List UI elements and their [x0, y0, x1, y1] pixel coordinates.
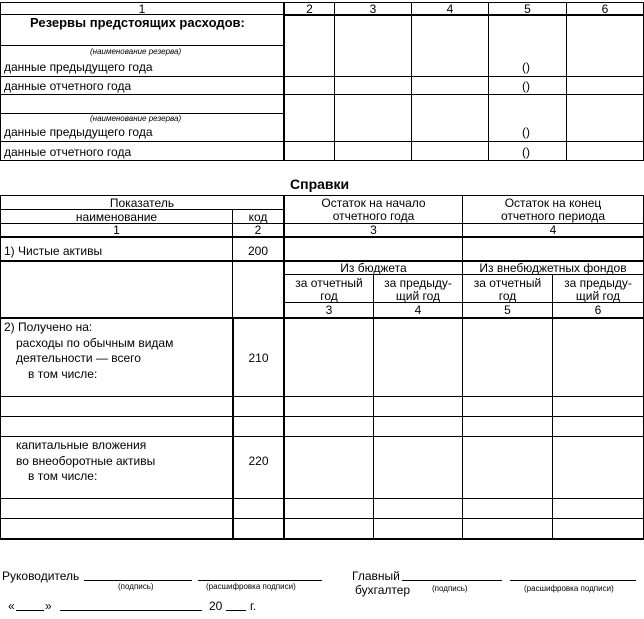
col-num-1: 1 — [113, 223, 120, 237]
reserve-name-note: (наименование резерва) — [90, 47, 182, 56]
received-line-1: 2) Получено на: — [4, 320, 93, 334]
date-close-quote: » — [45, 599, 52, 613]
accountant-label: бухгалтер — [355, 583, 411, 597]
head-decoding-line — [198, 580, 322, 581]
year-prefix: 20 — [209, 599, 223, 613]
row-label: данные предыдущего года — [4, 60, 153, 74]
col-num-3: 3 — [325, 303, 333, 317]
net-assets-label: 1) Чистые активы — [4, 244, 103, 258]
chief-decoding-line — [510, 580, 636, 581]
col-num-2: 2 — [254, 223, 262, 237]
date-month-line — [60, 610, 202, 611]
year-line — [226, 610, 246, 611]
reporting-year-2: год — [498, 289, 517, 303]
col-num-4: 4 — [414, 303, 422, 317]
head-label: Руководитель — [2, 569, 80, 583]
row-col5: () — [522, 79, 530, 93]
reserves-heading: Резервы предстоящих расходов: — [30, 15, 245, 30]
date-open-quote: « — [8, 599, 15, 613]
capital-including: в том числе: — [28, 469, 98, 483]
reporting-year-1: за отчетный — [295, 276, 363, 290]
decoding-note: (расшифровка подписи) — [206, 582, 296, 591]
indicator-header: Показатель — [109, 196, 175, 210]
date-day-line — [16, 610, 44, 611]
row-col5: () — [522, 145, 530, 159]
capital-line-2: во внеоборотные активы — [16, 454, 156, 468]
previous-year-1: за предыду- — [564, 276, 632, 290]
row-label: данные отчетного года — [4, 145, 132, 159]
decoding-note: (расшифровка подписи) — [524, 584, 614, 593]
start-balance-header-1: Остаток на начало — [321, 196, 426, 210]
signature-note: (подпись) — [432, 584, 468, 593]
code-header: код — [248, 210, 268, 224]
name-header: наименование — [75, 210, 158, 224]
net-assets-code: 200 — [247, 244, 269, 258]
received-including: в том числе: — [28, 367, 98, 381]
section-title: Справки — [290, 176, 350, 192]
col-num-3: 3 — [369, 2, 377, 16]
head-signature-line — [84, 580, 192, 581]
previous-year-2: щий год — [395, 289, 441, 303]
year-suffix: г. — [250, 599, 257, 613]
received-line-3: деятельности — всего — [16, 351, 141, 365]
budget-header: Из бюджета — [340, 261, 407, 275]
row-col5: () — [522, 125, 530, 139]
col-num-5: 5 — [504, 303, 511, 317]
received-line-2: расходы по обычным видам — [16, 336, 174, 350]
col-num-5: 5 — [524, 2, 531, 16]
chief-signature-line — [402, 580, 502, 581]
signature-note: (подпись) — [118, 582, 154, 591]
end-balance-header-1: Остаток на конец — [504, 196, 602, 210]
previous-year-1: за предыду- — [384, 276, 452, 290]
start-balance-header-2: отчетного года — [332, 209, 415, 223]
col-num-4: 4 — [446, 2, 454, 16]
col-num-1: 1 — [138, 2, 146, 16]
reporting-year-2: год — [320, 289, 338, 303]
reporting-year-1: за отчетный — [473, 276, 542, 290]
capital-line-1: капитальные вложения — [16, 438, 147, 452]
col-num-4: 4 — [549, 223, 557, 237]
capital-code: 220 — [248, 454, 269, 468]
col-num-6: 6 — [601, 2, 609, 16]
row-col5: () — [522, 60, 530, 74]
col-num-6: 6 — [594, 303, 602, 317]
reserve-name-note: (наименование резерва) — [90, 114, 182, 123]
offbudget-header: Из внебюджетных фондов — [479, 261, 627, 275]
end-balance-header-2: отчетного периода — [501, 209, 605, 223]
col-num-3: 3 — [370, 223, 377, 237]
chief-label: Главный — [352, 569, 400, 583]
col-num-2: 2 — [306, 2, 313, 16]
received-code: 210 — [248, 351, 269, 365]
row-label: данные отчетного года — [4, 79, 132, 93]
previous-year-2: щий год — [575, 289, 621, 303]
row-label: данные предыдущего года — [4, 125, 153, 139]
